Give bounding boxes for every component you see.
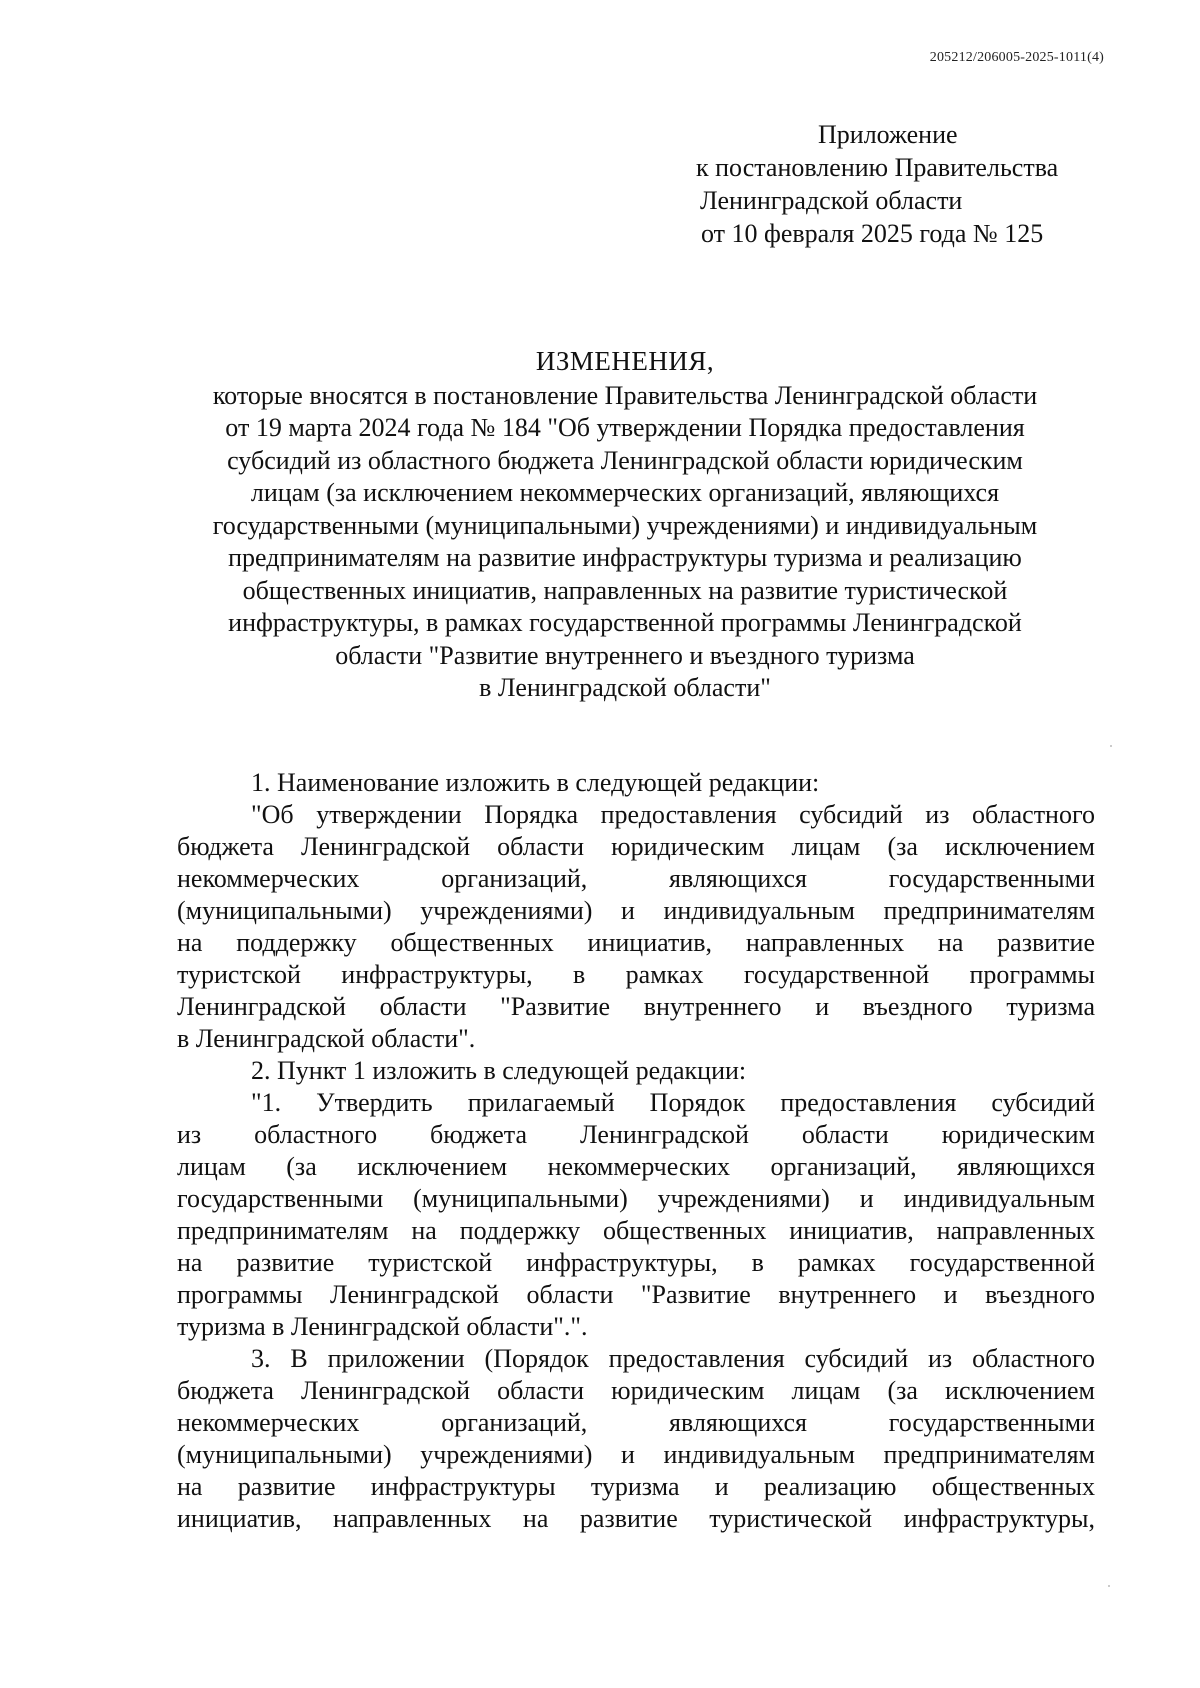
document-body	[177, 767, 1095, 1535]
attachment-line: к постановлению Правительства	[696, 153, 1059, 182]
attachment-header	[696, 118, 1116, 250]
document-registration-number: 205212/206005-2025-1011(4)	[929, 50, 1104, 65]
document-title	[160, 345, 1090, 705]
title-line: государственными (муниципальными) учреждениями) и индивидуальным	[212, 510, 1038, 540]
paragraph-2-line: государственными (муниципальными) учреждениями) и индивидуальным	[177, 1184, 1095, 1213]
attachment-line: от 10 февраля 2025 года № 125	[701, 219, 1044, 248]
paragraph-2-line: предпринимателям на поддержку общественных инициатив, направленных	[177, 1216, 1095, 1245]
title-line: области "Развитие внутреннего и въездного туризма	[335, 640, 915, 670]
paragraph-2-line: лицам (за исключением некоммерческих организаций, являющихся	[177, 1152, 1095, 1181]
paragraph-3-line: инициатив, направленных на развитие туристической инфраструктуры,	[177, 1504, 1095, 1533]
title-heading: ИЗМЕНЕНИЯ,	[535, 346, 715, 376]
paragraph-3-line: бюджета Ленинградской области юридическим лицам (за исключением	[177, 1376, 1095, 1405]
title-line: общественных инициатив, направленных на развитие туристической	[242, 575, 1008, 605]
title-line: инфраструктуры, в рамках государственной программы Ленинградской	[228, 608, 1022, 637]
paragraph-1-line: туристской инфраструктуры, в рамках государственной программы	[177, 960, 1095, 989]
paragraph-1-line: бюджета Ленинградской области юридическим лицам (за исключением	[177, 832, 1095, 861]
scan-artifact	[1108, 1585, 1110, 1587]
paragraph-2-line: на развитие туристской инфраструктуры, в рамках государственной	[177, 1248, 1095, 1277]
paragraph-2-line: из областного бюджета Ленинградской области юридическим	[177, 1120, 1095, 1149]
attachment-title: Приложение	[818, 120, 958, 149]
title-line: в Ленинградской области"	[479, 673, 771, 702]
paragraph-1-line: на поддержку общественных инициатив, направленных на развитие	[177, 928, 1095, 957]
paragraph-1-lead: 1. Наименование изложить в следующей редакции:	[251, 768, 820, 797]
paragraph-2-line: "1. Утвердить прилагаемый Порядок предоставления субсидий	[251, 1088, 1095, 1117]
paragraph-1-line: "Об утверждении Порядка предоставления субсидий из областного	[251, 800, 1095, 829]
paragraph-3-line: 3. В приложении (Порядок предоставления субсидий из областного	[251, 1344, 1095, 1373]
paragraph-1-line: Ленинградской области "Развитие внутреннего и въездного туризма	[177, 992, 1095, 1021]
paragraph-1-line: (муниципальными) учреждениями) и индивидуальным предпринимателям	[177, 896, 1095, 925]
paragraph-3-line: некоммерческих организаций, являющихся государственными	[177, 1408, 1095, 1437]
scan-artifact	[1110, 745, 1112, 747]
attachment-line: Ленинградской области	[700, 186, 963, 215]
title-line: лицам (за исключением некоммерческих организаций, являющихся	[250, 478, 1000, 507]
paragraph-3-line: на развитие инфраструктуры туризма и реализацию общественных	[177, 1472, 1095, 1501]
paragraph-2-line: туризма в Ленинградской области".".	[177, 1312, 588, 1341]
paragraph-3-line: (муниципальными) учреждениями) и индивидуальным предпринимателям	[177, 1440, 1095, 1469]
title-line: субсидий из областного бюджета Ленинградской области юридическим	[227, 445, 1023, 475]
paragraph-2-line: программы Ленинградской области "Развитие внутреннего и въездного	[177, 1280, 1095, 1309]
paragraph-2-lead: 2. Пункт 1 изложить в следующей редакции:	[251, 1056, 747, 1085]
paragraph-1-line: некоммерческих организаций, являющихся государственными	[177, 864, 1095, 893]
paragraph-1-line: в Ленинградской области".	[177, 1024, 476, 1053]
title-line: предпринимателям на развитие инфраструктуры туризма и реализацию	[228, 543, 1022, 572]
title-line: которые вносятся в постановление Правительства Ленинградской области	[212, 380, 1038, 410]
title-line: от 19 марта 2024 года № 184 "Об утверждении Порядка предоставления	[225, 413, 1025, 442]
